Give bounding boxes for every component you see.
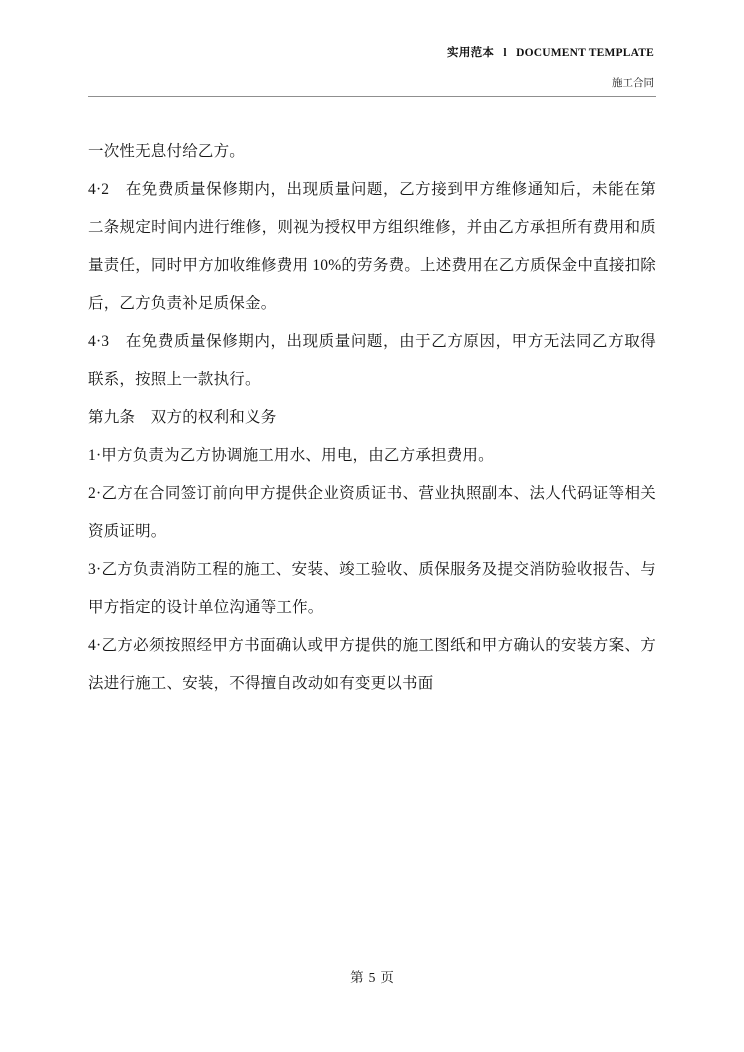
paragraph: 1·甲方负责为乙方协调施工用水、用电，由乙方承担费用。 [88,446,494,464]
paragraph: 4·3 在免费质量保修期内，出现质量问题，由于乙方原因，甲方无法同乙方取得联系，按照上一款执行。 [88,332,656,388]
paragraph: 4·乙方必须按照经甲方书面确认或甲方提供的施工图纸和甲方确认的安装方案、方法进行施工、安装，不得擅自改动如有变更以书面 [88,636,656,692]
header-brand-en: DOCUMENT TEMPLATE [516,47,654,59]
page-header [88,46,656,61]
page-footer [0,966,744,986]
document-body [88,133,656,703]
section-heading: 第九条 双方的权利和义务 [88,408,277,426]
paragraph: 一次性无息付给乙方。 [88,142,246,160]
footer-suffix: 页 [380,970,394,985]
footer-page-number: 5 [368,970,376,985]
paragraph: 2·乙方在合同签订前向甲方提供企业资质证书、营业执照副本、法人代码证等相关资质证明。 [88,484,656,540]
header-brand-cn: 实用范本 [447,47,495,59]
header-separator: l [503,47,507,59]
header-divider [88,96,656,97]
paragraph: 4·2 在免费质量保修期内，出现质量问题，乙方接到甲方维修通知后，未能在第二条规定时间内进行维修，则视为授权甲方组织维修，并由乙方承担所有费用和质量责任，同时甲方加收维修费用 10%的劳务费。上述费用在乙方质保金中直接扣除后，乙方负责补足质保金。 [88,180,656,312]
paragraph: 3·乙方负责消防工程的施工、安装、竣工验收、质保服务及提交消防验收报告、与甲方指定的设计单位沟通等工作。 [88,560,656,616]
header-doc-type: 施工合同 [612,77,654,89]
footer-prefix: 第 [350,970,364,985]
